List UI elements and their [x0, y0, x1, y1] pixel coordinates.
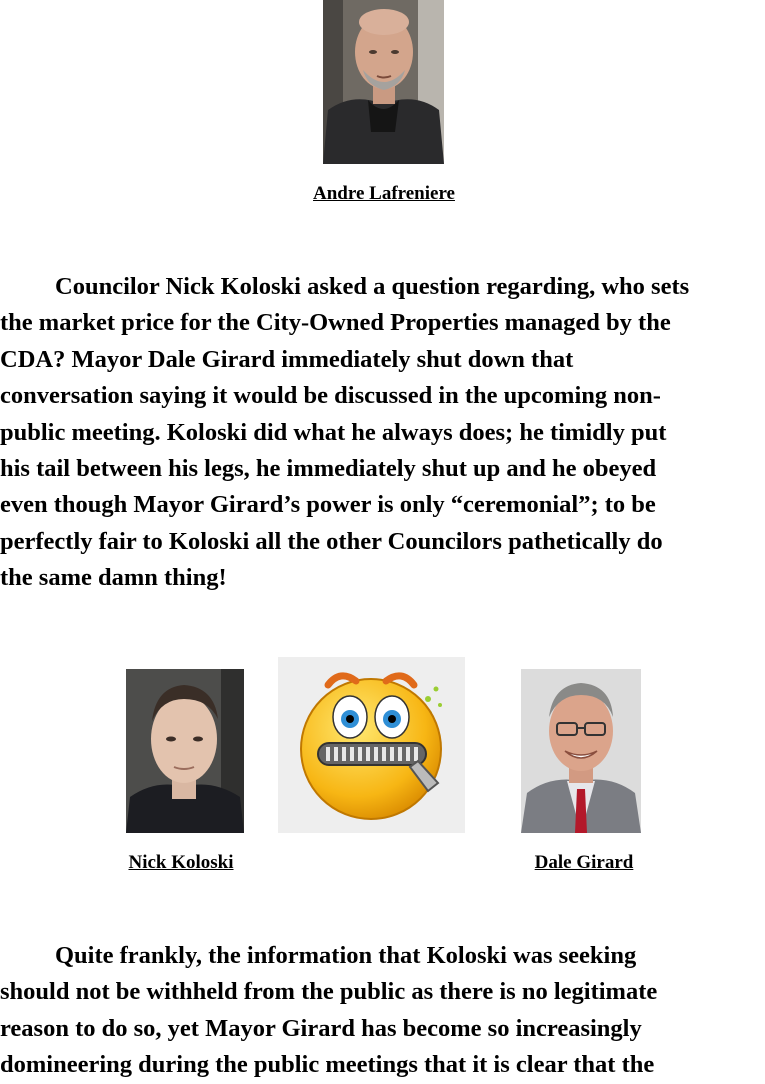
dale-girard-caption: Dale Girard — [534, 852, 634, 873]
andre-lafreniere-photo — [323, 0, 444, 164]
paragraph-2-line: Quite frankly, the information that Koloski was seeking — [55, 942, 637, 969]
paragraph-2-line: domineering during the public meetings that it is clear that the — [0, 1051, 655, 1079]
paragraph-1-line: Councilor Nick Koloski asked a question regarding, who sets — [55, 273, 690, 300]
paragraph-1-line: public meeting. Koloski did what he always does; he timidly put — [0, 418, 667, 446]
paragraph-2 — [0, 938, 765, 1084]
nick-koloski-photo — [126, 669, 244, 833]
paragraph-2-line: should not be withheld from the public as there is no legitimate — [0, 978, 658, 1006]
nick-koloski-caption: Nick Koloski — [128, 852, 234, 873]
paragraph-1-line: the same damn thing! — [0, 564, 227, 592]
andre-lafreniere-caption: Andre Lafreniere — [313, 183, 455, 204]
paragraph-2-line: reason to do so, yet Mayor Girard has become so increasingly — [0, 1014, 642, 1042]
paragraph-1-line: perfectly fair to Koloski all the other Councilors pathetically do — [0, 527, 663, 555]
paragraph-1-line: CDA? Mayor Dale Girard immediately shut down that — [0, 345, 574, 373]
paragraph-1-line: even though Mayor Girard’s power is only “ceremonial”; to be — [0, 491, 656, 519]
zipped-mouth-emoji-icon — [278, 657, 465, 833]
paragraph-1-line: the market price for the City-Owned Properties managed by the — [0, 309, 671, 337]
paragraph-1 — [0, 269, 765, 597]
dale-girard-photo — [521, 669, 641, 833]
paragraph-1-line: conversation saying it would be discussed in the upcoming non- — [0, 382, 661, 410]
paragraph-1-line: his tail between his legs, he immediately shut up and he obeyed — [0, 454, 657, 482]
